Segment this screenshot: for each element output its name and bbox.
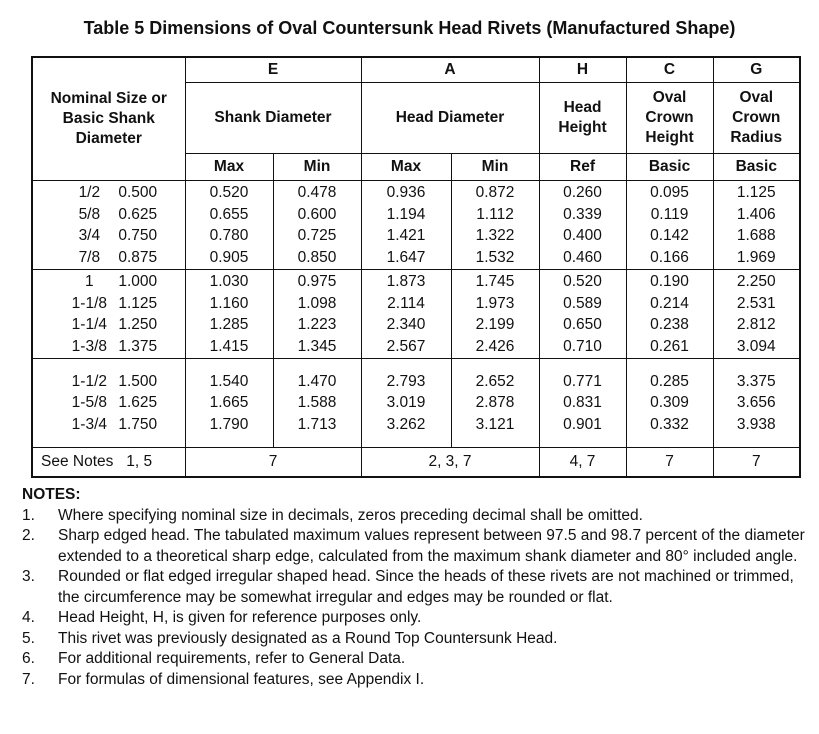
nominal-size-cell <box>32 359 185 448</box>
value: 1.647 <box>386 248 426 266</box>
see-notes-g: 7 <box>713 448 800 478</box>
value: 0.589 <box>563 294 602 312</box>
table-row <box>32 270 800 359</box>
value: 0.142 <box>650 227 689 244</box>
value: 2.199 <box>475 316 515 333</box>
value-cell-c <box>626 181 713 270</box>
value: 2.531 <box>736 294 776 312</box>
note-text: Rounded or flat edged irregular shaped head. Since the heads of these rivets are not machined or trimmed, the circumference may be somewhat irregular and edges may be rounded or flat. <box>58 568 794 606</box>
see-notes-label: See Notes 1, 5 <box>32 448 185 478</box>
letter-h: H <box>539 57 626 83</box>
value-cell-e-max <box>185 270 273 359</box>
note-item <box>22 629 812 650</box>
value: 0.901 <box>563 415 602 433</box>
oval-crown-radius-header: Oval Crown Radius <box>713 83 800 154</box>
shank-diameter-header: Shank Diameter <box>185 83 361 154</box>
note-text: This rivet was previously designated as a Round Top Countersunk Head. <box>58 629 558 647</box>
note-item <box>22 649 812 670</box>
value: 1.125 <box>736 184 776 201</box>
value-cell-g <box>713 270 800 359</box>
value-cell-e-max <box>185 181 273 270</box>
nominal-fraction: 1-1/8 <box>71 294 108 312</box>
letter-c: C <box>626 57 713 83</box>
value: 2.652 <box>475 372 515 390</box>
value-cell-c <box>626 359 713 448</box>
notes-section <box>22 485 812 690</box>
note-number: 4. <box>22 609 35 626</box>
value: 1.030 <box>209 273 249 290</box>
value: 2.793 <box>386 372 426 390</box>
note-text: Head Height, H, is given for reference purposes only. <box>58 609 422 626</box>
nominal-decimal: 1.500 <box>118 372 158 390</box>
value: 0.400 <box>563 227 602 244</box>
value: 0.725 <box>297 227 337 244</box>
note-number: 2. <box>22 527 35 544</box>
rivet-dimensions-table <box>31 56 801 478</box>
nominal-decimal: 1.125 <box>118 294 158 312</box>
nominal-decimal: 1.000 <box>118 273 158 290</box>
value-cell-e-min <box>273 359 361 448</box>
note-number: 7. <box>22 670 35 688</box>
value-cell-h <box>539 181 626 270</box>
letter-a: A <box>361 57 539 83</box>
sub-header-c-basic: Basic <box>626 154 713 181</box>
note-item <box>22 567 812 608</box>
value: 0.260 <box>563 184 602 201</box>
value: 0.238 <box>650 316 689 333</box>
value-cell-g <box>713 359 800 448</box>
value: 2.812 <box>736 316 776 333</box>
nominal-fraction: 1 <box>85 273 94 290</box>
head-diameter-header: Head Diameter <box>361 83 539 154</box>
value: 1.112 <box>476 205 514 223</box>
table-title: Table 5 Dimensions of Oval Countersunk Head Rivets (Manufactured Shape) <box>83 18 736 38</box>
note-number: 3. <box>22 568 35 585</box>
value: 2.250 <box>736 273 776 290</box>
value: 1.588 <box>297 394 337 412</box>
value: 0.520 <box>209 184 249 201</box>
sub-header-e-min: Min <box>273 154 361 181</box>
nominal-fraction: 3/4 <box>78 227 101 244</box>
value: 2.878 <box>475 394 515 412</box>
value: 3.121 <box>475 415 515 433</box>
notes-list <box>22 506 812 691</box>
value: 1.406 <box>736 205 776 223</box>
nominal-fraction: 1-1/2 <box>71 372 108 390</box>
value-cell-a-max <box>361 359 451 448</box>
value-cell-a-min <box>451 270 539 359</box>
value: 1.098 <box>297 294 337 312</box>
oval-crown-height-header: Oval Crown Height <box>626 83 713 154</box>
note-text: Sharp edged head. The tabulated maximum values represent between 97.5 and 98.7 percent of the diameter extended to a theoretical sharp edge, calculated from the maximum shank diameter and 80° included angle. <box>58 527 805 565</box>
value: 0.710 <box>563 337 602 355</box>
note-item <box>22 608 812 629</box>
head-height-header: Head Height <box>539 83 626 154</box>
value: 3.094 <box>736 337 776 355</box>
nominal-size-cell <box>32 181 185 270</box>
see-notes-a: 2, 3, 7 <box>361 448 539 478</box>
value: 1.322 <box>475 227 515 244</box>
value: 0.119 <box>650 205 689 223</box>
value: 0.872 <box>475 184 515 201</box>
value: 1.790 <box>209 415 249 433</box>
value: 0.332 <box>650 415 689 433</box>
value: 1.969 <box>736 248 776 266</box>
value: 0.095 <box>650 184 689 201</box>
value: 3.019 <box>386 394 426 412</box>
nominal-decimal: 0.625 <box>118 205 158 223</box>
nominal-fraction: 1-3/4 <box>71 415 108 433</box>
value: 2.567 <box>386 337 426 355</box>
table-row <box>32 181 800 270</box>
value: 0.850 <box>297 248 337 266</box>
value: 0.190 <box>650 273 689 290</box>
value-cell-c <box>626 270 713 359</box>
nominal-size-header: Nominal Size or Basic Shank Diameter <box>32 57 185 181</box>
value-cell-e-min <box>273 270 361 359</box>
value: 0.520 <box>563 273 602 290</box>
sub-header-h-ref: Ref <box>539 154 626 181</box>
letter-e: E <box>185 57 361 83</box>
sub-header-a-min: Min <box>451 154 539 181</box>
value: 1.223 <box>297 316 337 333</box>
note-item <box>22 506 812 527</box>
note-number: 1. <box>22 506 35 524</box>
nominal-decimal: 0.500 <box>118 184 158 201</box>
value: 1.415 <box>209 337 249 355</box>
value: 3.656 <box>736 394 776 412</box>
value: 1.285 <box>209 316 249 333</box>
value-cell-g <box>713 181 800 270</box>
nominal-fraction: 5/8 <box>78 205 101 223</box>
value-cell-e-max <box>185 359 273 448</box>
value: 0.905 <box>209 248 249 266</box>
nominal-decimal: 1.375 <box>118 337 158 355</box>
value: 0.831 <box>563 394 602 412</box>
value: 1.345 <box>297 337 337 355</box>
see-notes-c: 7 <box>626 448 713 478</box>
nominal-fraction: 1-1/4 <box>71 316 108 333</box>
value: 0.478 <box>297 184 337 201</box>
value: 0.460 <box>563 248 602 266</box>
value: 2.426 <box>475 337 515 355</box>
value: 0.309 <box>650 394 689 412</box>
value: 0.936 <box>386 184 426 201</box>
value: 0.285 <box>650 372 689 390</box>
value: 1.160 <box>209 294 249 312</box>
note-text: For additional requirements, refer to General Data. <box>58 650 406 667</box>
nominal-decimal: 1.750 <box>118 415 158 433</box>
value-cell-h <box>539 359 626 448</box>
sub-header-g-basic: Basic <box>713 154 800 181</box>
nominal-fraction: 1-5/8 <box>71 394 108 412</box>
value: 1.665 <box>209 394 249 412</box>
value: 1.540 <box>209 372 249 390</box>
value: 1.745 <box>475 273 515 290</box>
see-notes-e: 7 <box>185 448 361 478</box>
value: 2.340 <box>386 316 426 333</box>
value: 0.975 <box>297 273 337 290</box>
nominal-decimal: 1.250 <box>118 316 158 333</box>
value-cell-e-min <box>273 181 361 270</box>
note-text: For formulas of dimensional features, see Appendix I. <box>58 670 425 688</box>
value: 0.650 <box>563 316 602 333</box>
value: 1.688 <box>736 227 776 244</box>
see-notes-h: 4, 7 <box>539 448 626 478</box>
value: 0.261 <box>650 337 689 355</box>
value: 0.214 <box>650 294 689 312</box>
note-item <box>22 670 812 691</box>
value: 3.938 <box>736 415 776 433</box>
value: 1.532 <box>475 248 515 266</box>
value: 1.873 <box>386 273 426 290</box>
note-number: 6. <box>22 650 35 667</box>
nominal-fraction: 1/2 <box>78 184 101 201</box>
note-number: 5. <box>22 629 35 647</box>
value: 1.470 <box>297 372 337 390</box>
nominal-size-cell <box>32 270 185 359</box>
sub-header-e-max: Max <box>185 154 273 181</box>
table-row <box>32 359 800 448</box>
note-text: Where specifying nominal size in decimals, zeros preceding decimal shall be omitted. <box>58 506 643 524</box>
value: 1.973 <box>475 294 515 312</box>
value: 1.421 <box>386 227 426 244</box>
notes-heading: NOTES: <box>22 486 81 503</box>
note-item <box>22 526 812 567</box>
value: 3.262 <box>386 415 426 433</box>
value-cell-a-min <box>451 181 539 270</box>
value: 0.600 <box>297 205 337 223</box>
value-cell-h <box>539 270 626 359</box>
value: 0.771 <box>563 372 602 390</box>
value: 0.655 <box>209 205 249 223</box>
nominal-fraction: 7/8 <box>78 248 101 266</box>
value-cell-a-min <box>451 359 539 448</box>
value: 0.339 <box>563 205 602 223</box>
value: 1.713 <box>297 415 337 433</box>
sub-header-a-max: Max <box>361 154 451 181</box>
value: 3.375 <box>736 372 776 390</box>
value: 0.780 <box>209 227 249 244</box>
nominal-decimal: 0.750 <box>118 227 158 244</box>
value: 0.166 <box>650 248 689 266</box>
value: 2.114 <box>387 294 425 312</box>
letter-g: G <box>713 57 800 83</box>
nominal-fraction: 1-3/8 <box>71 337 108 355</box>
value-cell-a-max <box>361 270 451 359</box>
value: 1.194 <box>386 205 426 223</box>
nominal-decimal: 0.875 <box>118 248 158 266</box>
nominal-decimal: 1.625 <box>118 394 158 412</box>
value-cell-a-max <box>361 181 451 270</box>
